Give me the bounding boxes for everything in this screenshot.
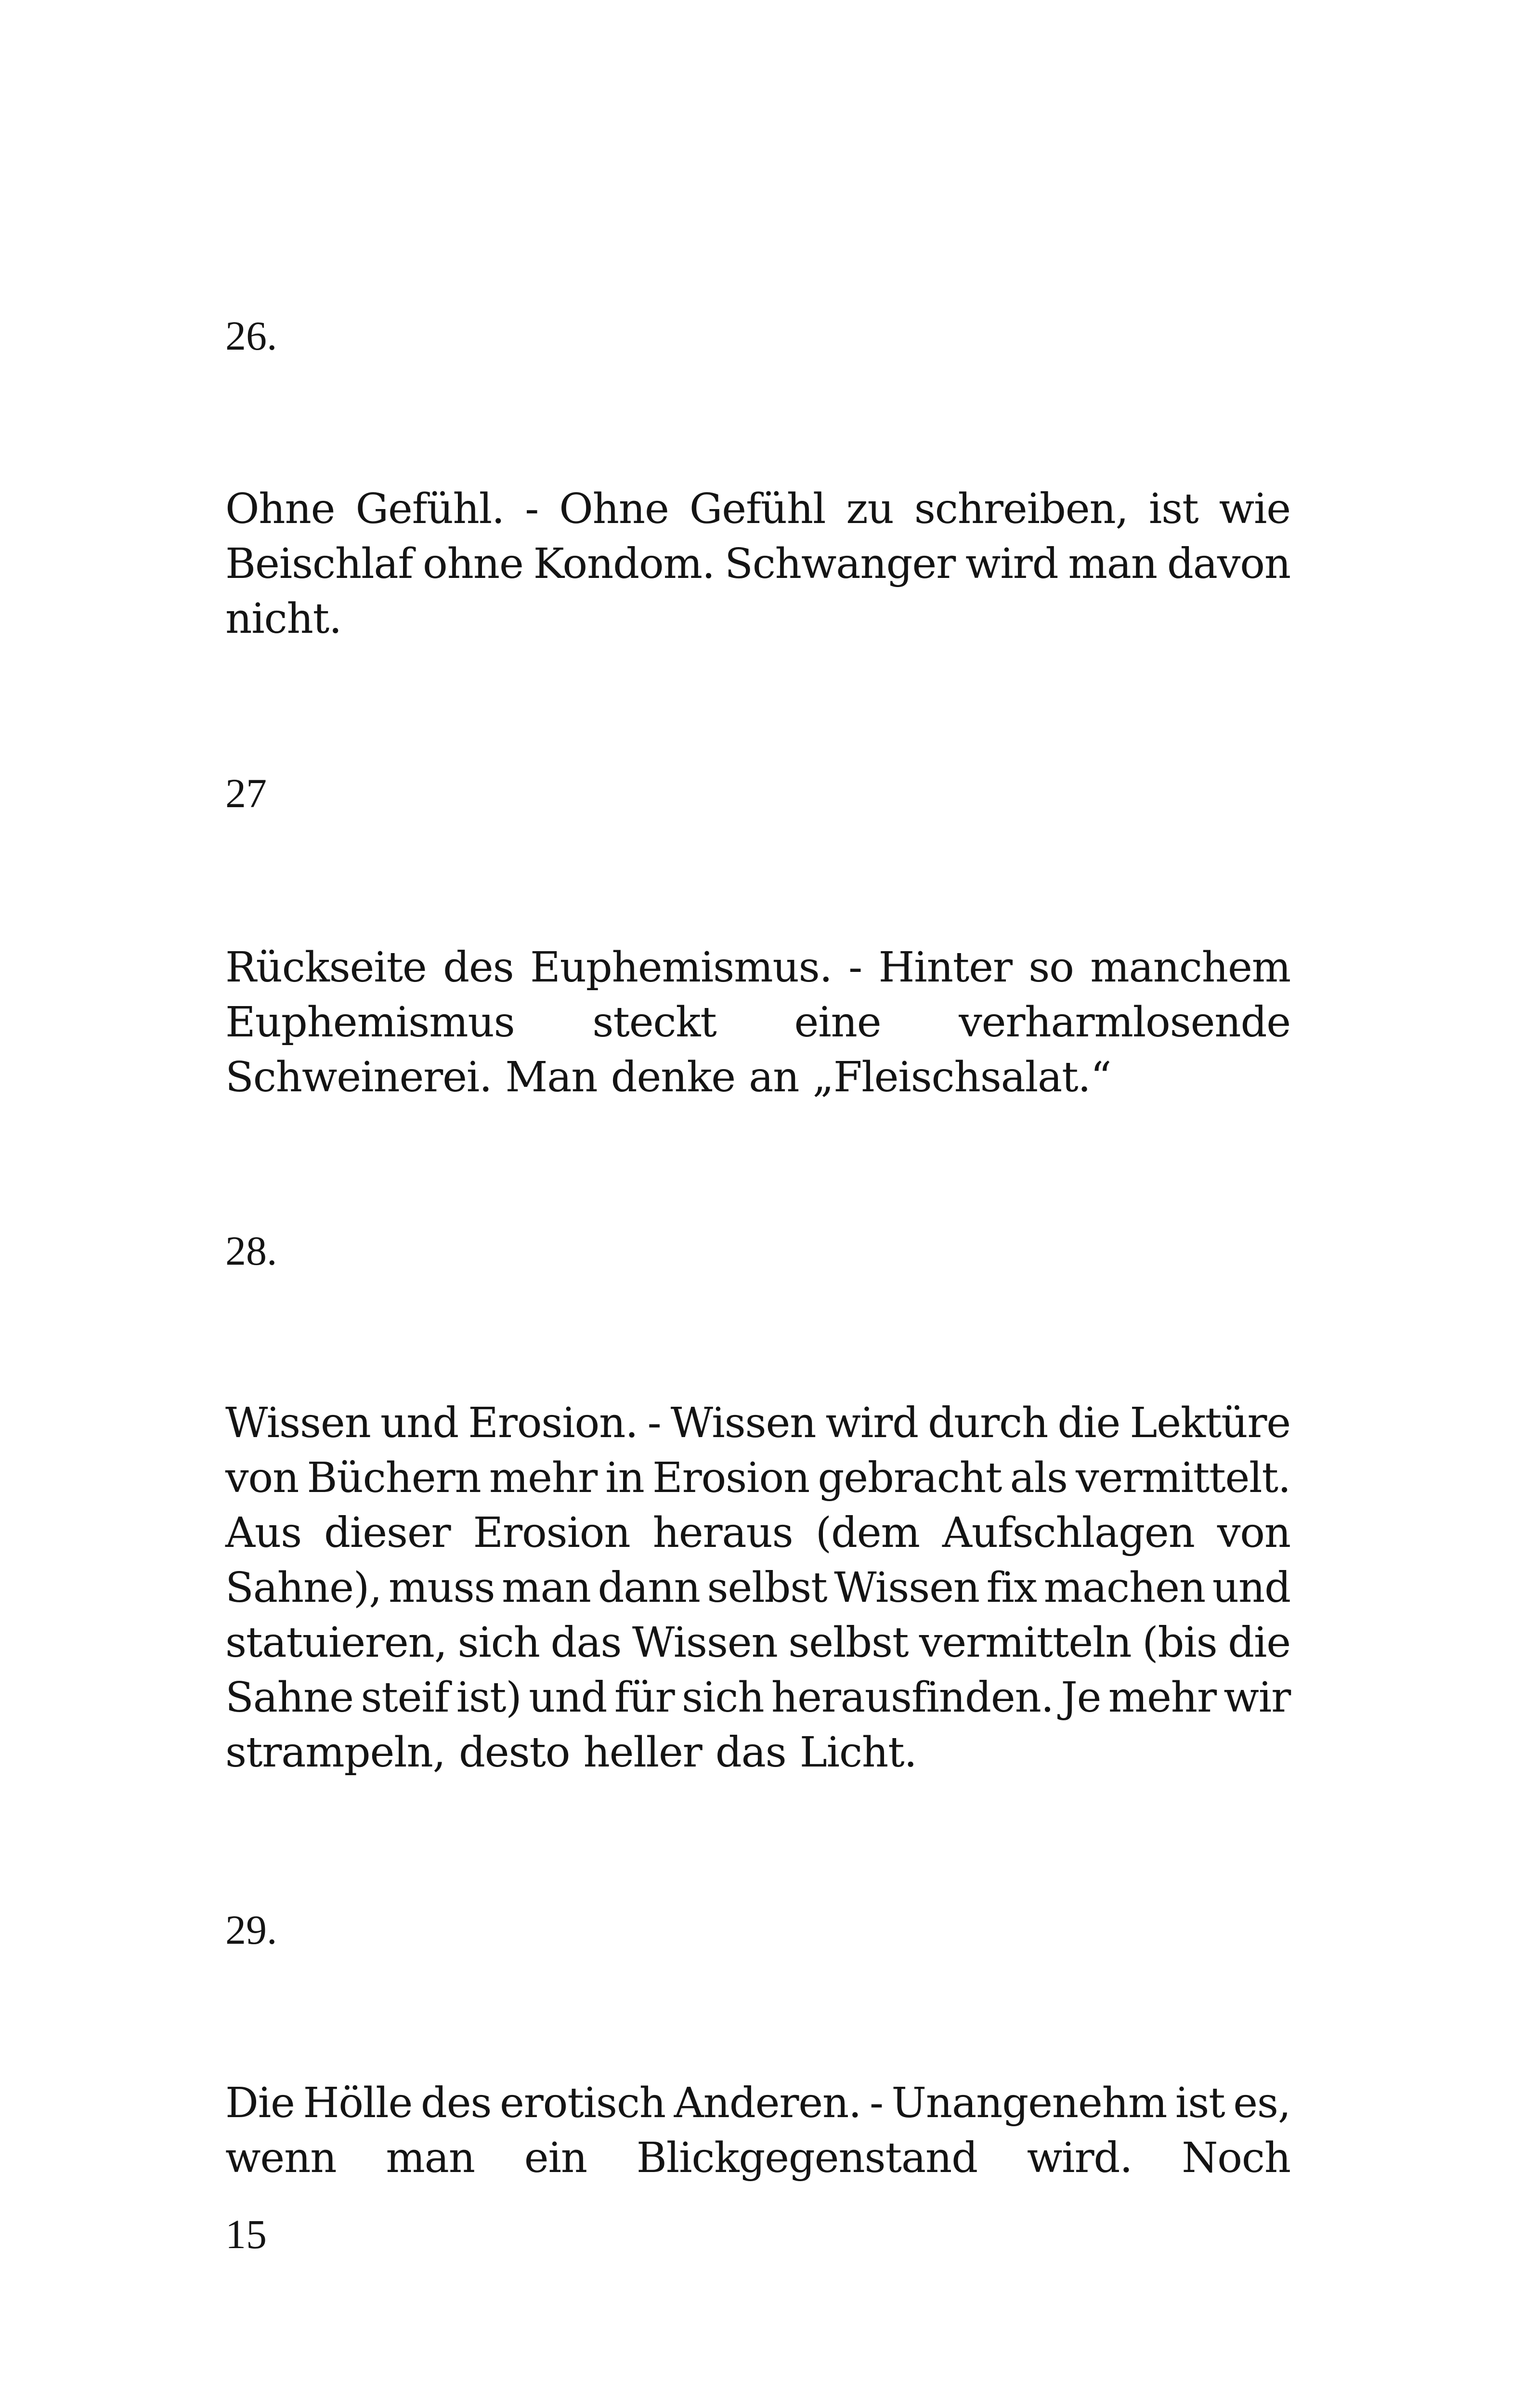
- text-line: wenn man ein Blickgegenstand wird. Noch: [225, 2134, 1290, 2182]
- text-line: Sahne), muss man dann selbst Wissen fix machen und: [225, 1564, 1290, 1612]
- text-line: Aus dieser Erosion heraus (dem Aufschlagen von: [225, 1509, 1290, 1557]
- aphorism-text-29: [225, 2076, 1290, 2186]
- page-number: 15: [225, 2211, 267, 2257]
- text-line: Sahne steif ist) und für sich herausfinden. Je mehr wir: [225, 1674, 1290, 1722]
- text-line: strampeln, desto heller das Licht.: [225, 1728, 917, 1777]
- aphorism-number-28: 28.: [225, 1228, 277, 1274]
- aphorism-text-26: [225, 482, 1290, 646]
- text-line: Wissen und Erosion. - Wissen wird durch die Lektüre: [225, 1399, 1290, 1447]
- text-line: nicht.: [225, 595, 342, 643]
- aphorism-number-29: 29.: [225, 1907, 277, 1953]
- text-line: Rückseite des Euphemismus. - Hinter so manchem: [225, 943, 1290, 992]
- text-line: Die Hölle des erotisch Anderen. - Unangenehm ist es,: [225, 2079, 1290, 2127]
- text-line: von Büchern mehr in Erosion gebracht als vermittelt.: [225, 1454, 1290, 1502]
- text-line: Beischlaf ohne Kondom. Schwanger wird man davon: [225, 540, 1290, 588]
- aphorism-number-26: 26.: [225, 313, 277, 359]
- text-line: Euphemismus steckt eine verharmlosende: [225, 998, 1290, 1047]
- aphorism-text-28: [225, 1396, 1290, 1780]
- text-line: Schweinerei. Man denke an „Fleischsalat.“: [225, 1053, 1111, 1101]
- text-line: statuieren, sich das Wissen selbst vermitteln (bis die: [225, 1619, 1290, 1667]
- aphorism-text-27: [225, 940, 1290, 1105]
- text-line: Ohne Gefühl. - Ohne Gefühl zu schreiben, ist wie: [225, 485, 1290, 533]
- aphorism-number-27: 27: [225, 770, 267, 816]
